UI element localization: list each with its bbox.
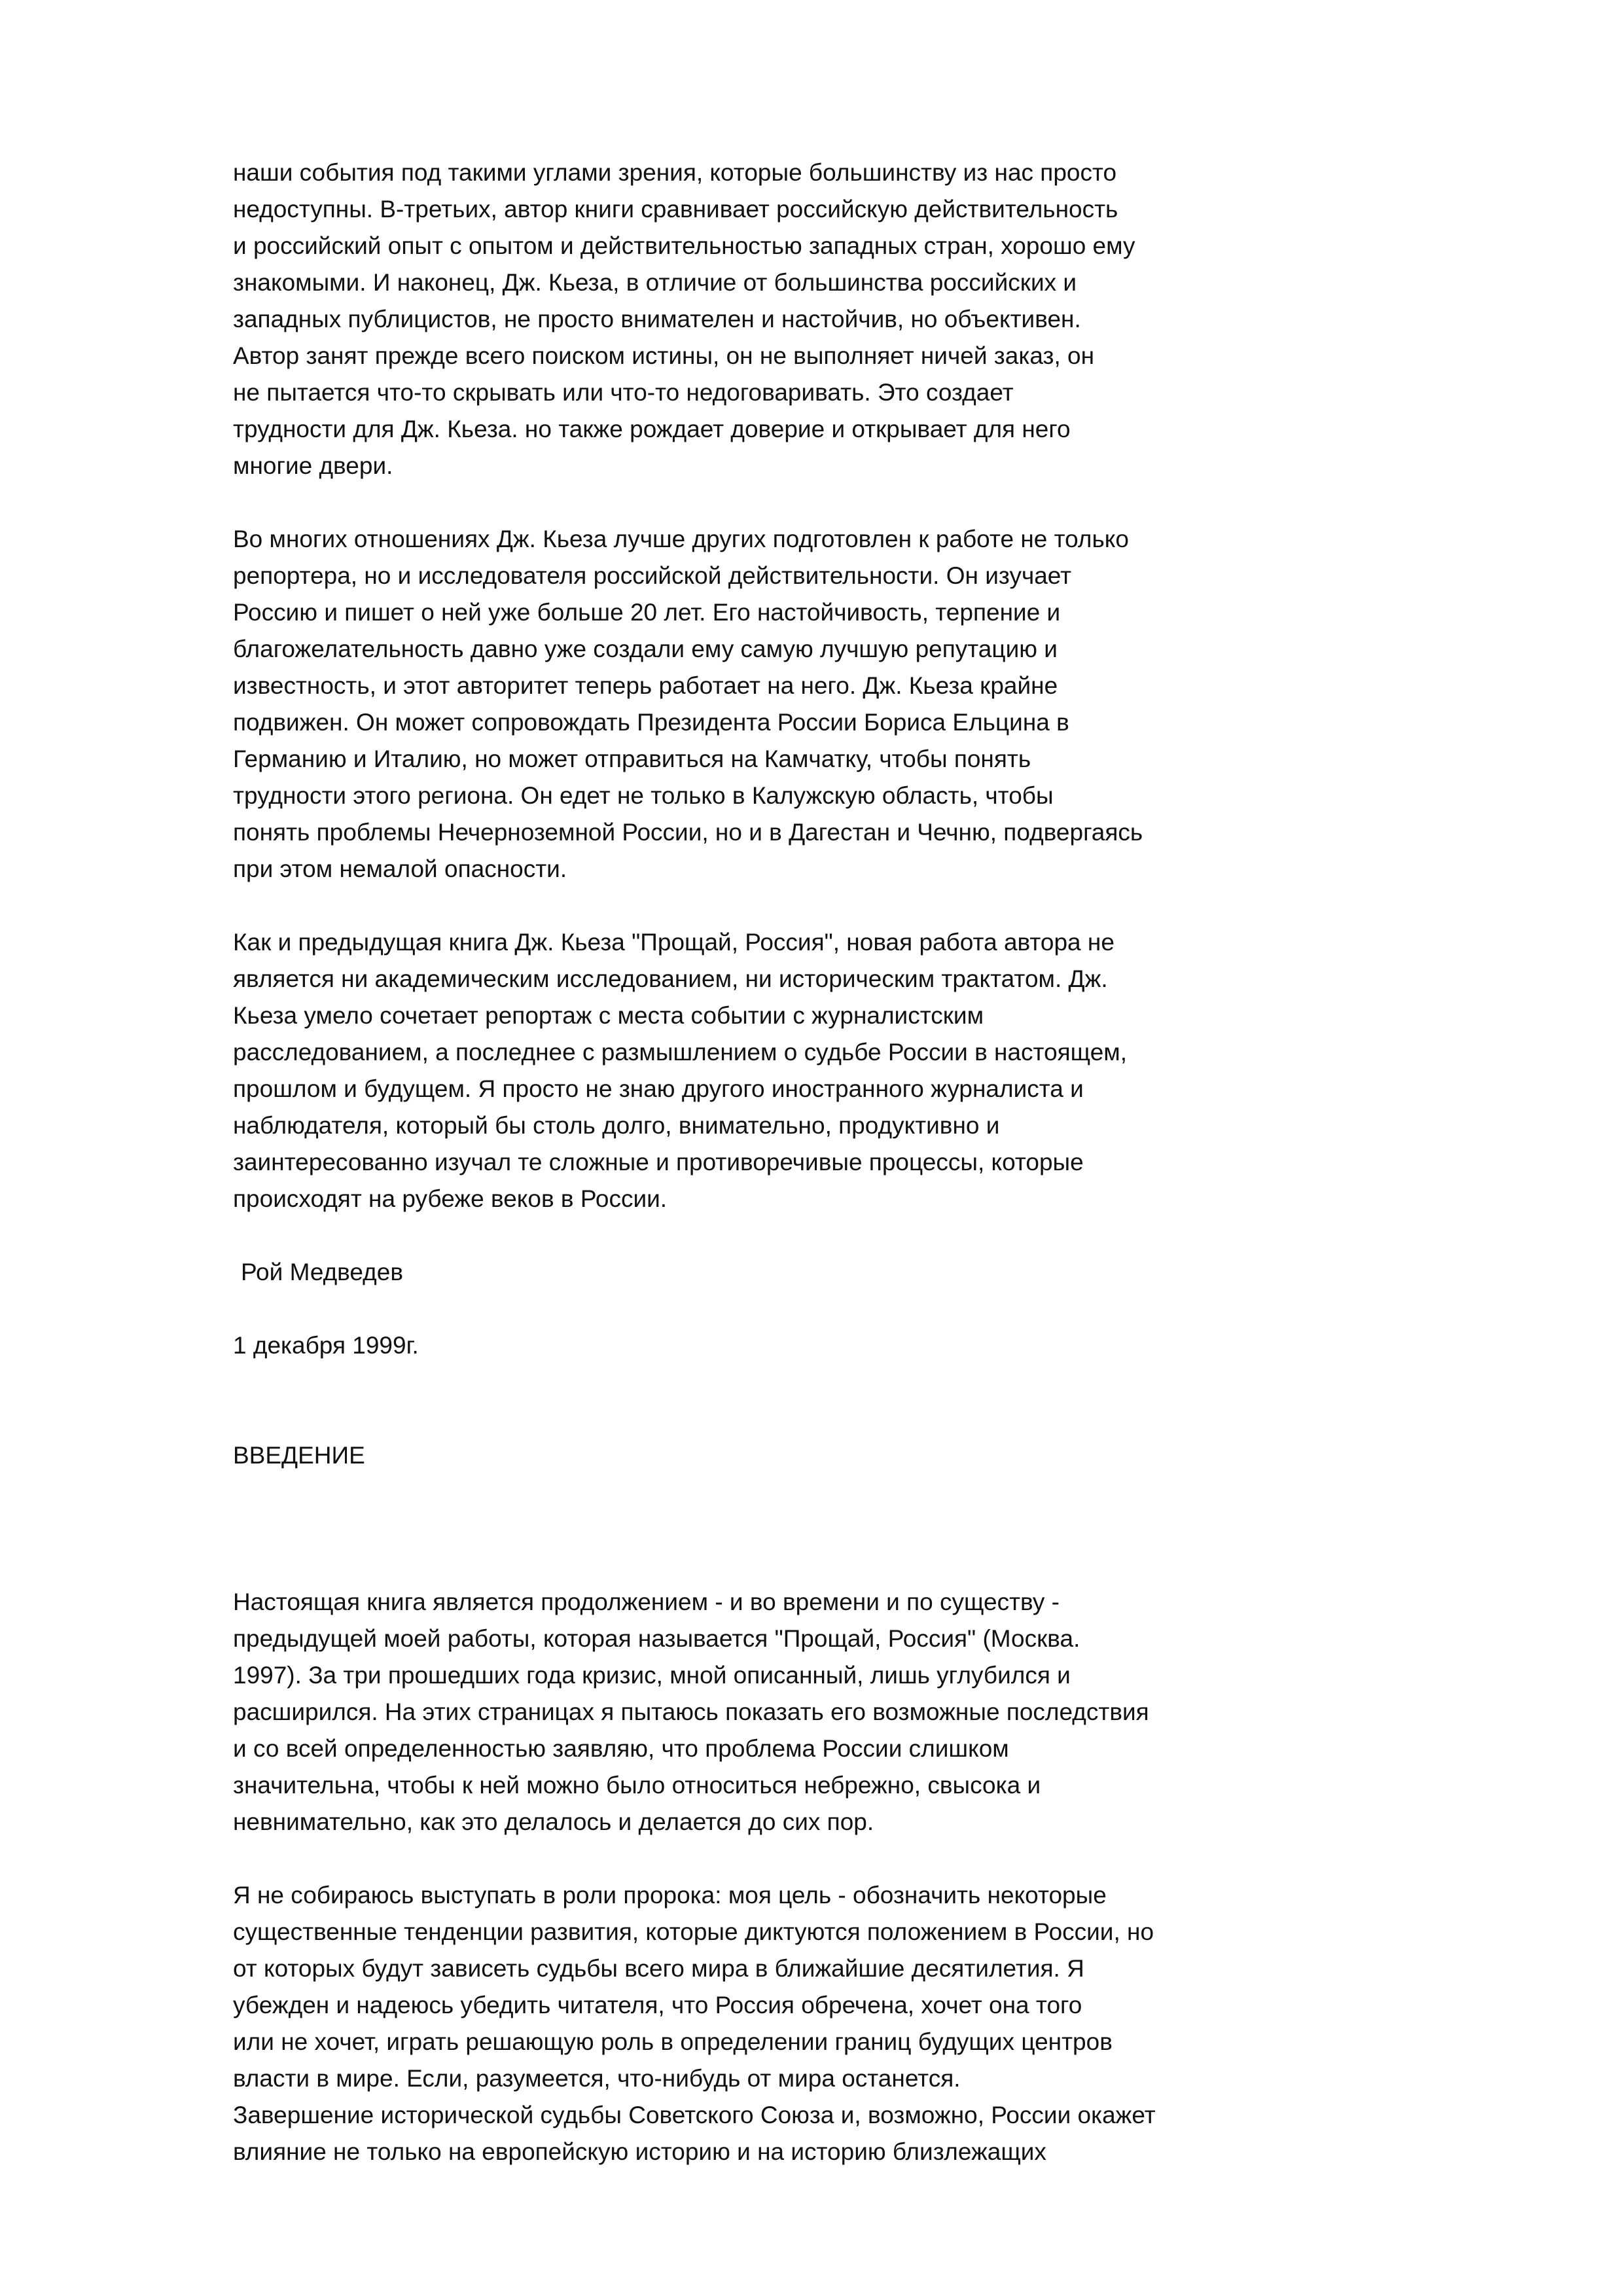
text-line: Как и предыдущая книга Дж. Кьеза "Прощай, Россия", новая работа автора не (233, 929, 1115, 956)
text-line: происходят на рубеже веков в России. (233, 1185, 668, 1212)
text-line: невнимательно, как это делалось и делается до сих пор. (233, 1808, 874, 1835)
text-line: Кьеза умело сочетает репортаж с места событии с журналистским (233, 1002, 984, 1029)
text-line: предыдущей моей работы, которая называется "Прощай, Россия" (Москва. (233, 1625, 1080, 1652)
text-line: наши события под такими углами зрения, которые большинству из нас просто (233, 159, 1117, 186)
text-line: 1997). За три прошедших года кризис, мной описанный, лишь углубился и (233, 1662, 1071, 1689)
text-line: существенные тенденции развития, которые диктуются положением в России, но (233, 1918, 1154, 1945)
text-line: Я не собираюсь выступать в роли пророка: моя цель - обозначить некоторые (233, 1882, 1107, 1909)
text-line: наблюдателя, который бы столь долго, внимательно, продуктивно и (233, 1112, 1000, 1139)
text-line: влияние не только на европейскую историю и на историю близлежащих (233, 2138, 1046, 2165)
section-heading: ВВЕДЕНИЕ (233, 1442, 365, 1469)
text-line: Автор занят прежде всего поиском истины, он не выполняет ничей заказ, он (233, 342, 1095, 369)
text-line: западных публицистов, не просто внимателен и настойчив, но объективен. (233, 306, 1081, 332)
text-line: трудности этого региона. Он едет не только в Калужскую область, чтобы (233, 782, 1054, 809)
text-line: трудности для Дж. Кьеза. но также рождает доверие и открывает для него (233, 416, 1071, 442)
document-page (233, 154, 1385, 2170)
text-line: или не хочет, играть решающую роль в определении границ будущих центров (233, 2028, 1113, 2055)
intro-paragraph-2 (233, 1877, 1385, 2170)
text-line: многие двери. (233, 452, 393, 479)
paragraph-2 (233, 521, 1385, 888)
text-line: значительна, чтобы к ней можно было относиться небрежно, свысока и (233, 1772, 1041, 1799)
text-line: убежден и надеюсь убедить читателя, что Россия обречена, хочет она того (233, 1992, 1082, 2018)
text-line: и со всей определенностью заявляю, что проблема России слишком (233, 1735, 1009, 1762)
text-line: расширился. На этих страницах я пытаюсь показать его возможные последствия (233, 1698, 1149, 1725)
text-line: при этом немалой опасности. (233, 855, 567, 882)
text-line: Германию и Италию, но может отправиться на Камчатку, чтобы понять (233, 745, 1031, 772)
text-line: Настоящая книга является продолжением - и во времени и по существу - (233, 1588, 1060, 1615)
intro-paragraph-1 (233, 1584, 1385, 1840)
author-signature: Рой Медведев (241, 1259, 403, 1285)
text-line: знакомыми. И наконец, Дж. Кьеза, в отличие от большинства российских и (233, 269, 1077, 296)
text-line: понять проблемы Нечерноземной России, но и в Дагестан и Чечню, подвергаясь (233, 819, 1143, 846)
text-line: является ни академическим исследованием, ни историческим трактатом. Дж. (233, 965, 1108, 992)
paragraph-3 (233, 924, 1385, 1217)
text-line: расследованием, а последнее с размышлением о судьбе России в настоящем, (233, 1039, 1128, 1066)
text-line: Россию и пишет о ней уже больше 20 лет. Его настойчивость, терпение и (233, 599, 1061, 626)
text-line: и российский опыт с опытом и действительностью западных стран, хорошо ему (233, 232, 1135, 259)
text-line: репортера, но и исследователя российской действительности. Он изучает (233, 562, 1072, 589)
text-line: власти в мире. Если, разумеется, что-нибудь от мира останется. (233, 2065, 961, 2092)
text-line: благожелательность давно уже создали ему самую лучшую репутацию и (233, 636, 1058, 662)
document-date: 1 декабря 1999г. (233, 1332, 419, 1359)
text-line: недоступны. В-третьих, автор книги сравнивает российскую действительность (233, 196, 1118, 223)
paragraph-1 (233, 154, 1385, 484)
text-line: Во многих отношениях Дж. Кьеза лучше других подготовлен к работе не только (233, 526, 1129, 552)
text-line: Завершение исторической судьбы Советского Союза и, возможно, России окажет (233, 2102, 1156, 2128)
text-line: известность, и этот авторитет теперь работает на него. Дж. Кьеза крайне (233, 672, 1058, 699)
text-line: от которых будут зависеть судьбы всего мира в ближайшие десятилетия. Я (233, 1955, 1084, 1982)
text-line: прошлом и будущем. Я просто не знаю другого иностранного журналиста и (233, 1075, 1084, 1102)
text-line: подвижен. Он может сопровождать Президента России Бориса Ельцина в (233, 709, 1069, 736)
text-line: заинтересованно изучал те сложные и противоречивые процессы, которые (233, 1149, 1084, 1175)
text-line: не пытается что-то скрывать или что-то недоговаривать. Это создает (233, 379, 1014, 406)
